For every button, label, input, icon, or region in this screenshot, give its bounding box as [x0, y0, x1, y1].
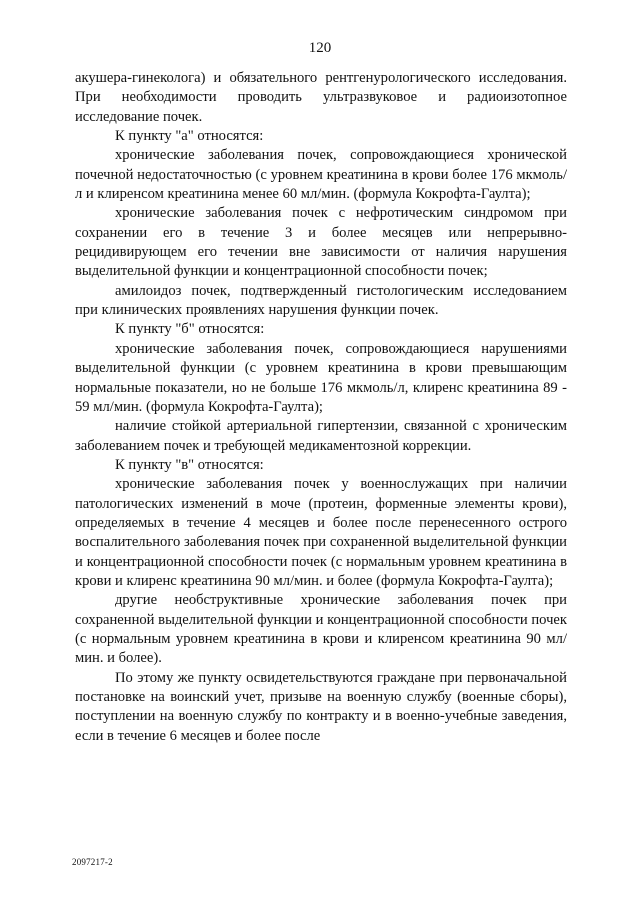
body-paragraph: К пункту "в" относятся:: [115, 456, 264, 473]
page-number: 120: [308, 40, 332, 56]
body-paragraph: хронические заболевания почек у военнослужащих при наличии патологических изменений в моче (протеин, форменные элементы крови), определяемых в течение 4 месяцев и более после перенесенного острого воспалительного заболевания почек при сохраненной выделительной функции и концентрационной способности почек (с нормальным уровнем креатинина в крови и клиренс креатинина 90 мл/мин. и более (формула Кокрофта-Гаулта);: [75, 476, 567, 589]
body-paragraph: К пункту "б" относятся:: [115, 321, 265, 338]
body-paragraph: К пункту "а" относятся:: [115, 128, 264, 145]
body-paragraph: хронические заболевания почек, сопровождающиеся хронической почечной недостаточностью (с уровнем креатинина в крови более 176 мкмоль/л и клиренсом креатинина менее 60 мл/мин. (формула Кокрофта-Гаулта);: [75, 147, 567, 203]
body-paragraph: акушера-гинеколога) и обязательного рентгенурологического исследования. При необходимости проводить ультразвуковое и радиоизотопное исследование почек.: [75, 70, 567, 125]
document-code: 2097217-2: [72, 857, 113, 867]
body-paragraph: хронические заболевания почек, сопровождающиеся нарушениями выделительной функции (с уровнем креатинина в крови превышающим нормальные показатели, но не больше 176 мкмоль/л, клиренс креатинина 89 - 59 мл/мин. (формула Кокрофта-Гаулта);: [75, 340, 567, 415]
body-paragraph: другие необструктивные хронические заболевания почек при сохраненной выделительной функции и концентрационной способности почек (с нормальным уровнем креатинина в крови и клиренсом креатинина 90 мл/мин. и более).: [75, 592, 567, 667]
body-paragraph: хронические заболевания почек с нефротическим синдромом при сохранении его в течение 3 и более месяцев или непрерывно-рецидивирующем его течении вне зависимости от наличия нарушения выделительной функции и концентрационной способности почек;: [75, 205, 567, 280]
document-body: [75, 69, 567, 746]
body-paragraph: наличие стойкой артериальной гипертензии, связанной с хроническим заболеванием почек и требующей медикаментозной коррекции.: [75, 418, 567, 454]
body-paragraph: По этому же пункту освидетельствуются граждане при первоначальной постановке на воинский учет, призыве на военную службу (военные сборы), поступлении на военную службу по контракту и в военно-учебные заведения, если в течение 6 месяцев и более после: [75, 669, 567, 744]
body-paragraph: амилоидоз почек, подтвержденный гистологическим исследованием при клинических проявлениях нарушения функции почек.: [75, 282, 567, 319]
